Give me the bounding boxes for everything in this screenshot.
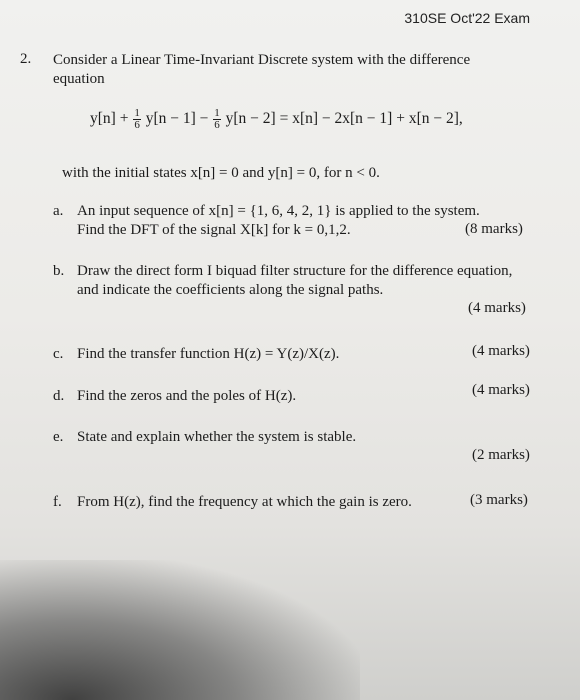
- hand-shadow: [0, 560, 360, 700]
- part-d-marks: (4 marks): [472, 382, 530, 398]
- part-c: [53, 345, 433, 365]
- difference-equation: [90, 108, 560, 131]
- part-f: [53, 493, 473, 513]
- part-c-line-1: Find the transfer function H(z) = Y(z)/X(z).: [77, 346, 340, 362]
- part-b-marks: (4 marks): [468, 300, 526, 316]
- part-a-marks: (8 marks): [465, 221, 523, 237]
- initial-states: with the initial states x[n] = 0 and y[n] = 0, for n < 0.: [62, 165, 380, 181]
- part-c-letter: c.: [53, 346, 64, 362]
- fraction-2: [213, 108, 221, 131]
- part-f-line-1: From H(z), find the frequency at which the gain is zero.: [77, 494, 412, 510]
- part-d: [53, 387, 433, 407]
- part-e-marks: (2 marks): [472, 447, 530, 463]
- exam-header: 310SE Oct'22 Exam: [404, 10, 530, 26]
- part-b-letter: b.: [53, 263, 65, 279]
- intro-line-2: equation: [53, 71, 105, 87]
- part-e-letter: e.: [53, 429, 64, 445]
- part-c-marks: (4 marks): [472, 343, 530, 359]
- part-e-line-1: State and explain whether the system is stable.: [77, 429, 357, 445]
- part-b-line-1: Draw the direct form I biquad filter structure for the difference equation,: [77, 263, 513, 279]
- fraction-1-numerator: 1: [134, 107, 140, 119]
- part-a-line-2: Find the DFT of the signal X[k] for k = 0,1,2.: [77, 222, 351, 238]
- intro-line-1: Consider a Linear Time-Invariant Discrete system with the difference: [53, 52, 471, 68]
- fraction-2-denominator: 6: [214, 119, 220, 131]
- part-d-letter: d.: [53, 388, 65, 404]
- part-a-letter: a.: [53, 203, 64, 219]
- part-e: [53, 428, 473, 448]
- fraction-1: [133, 108, 141, 131]
- part-f-letter: f.: [53, 494, 62, 510]
- part-f-marks: (3 marks): [470, 492, 528, 508]
- fraction-1-denominator: 6: [134, 119, 140, 131]
- equation-part-2: y[n − 1] −: [145, 110, 209, 128]
- equation-part-3: y[n − 2] = x[n] − 2x[n − 1] + x[n − 2],: [225, 110, 463, 128]
- equation-part-1: y[n] +: [90, 110, 129, 128]
- part-a-line-1: An input sequence of x[n] = {1, 6, 4, 2, 1} is applied to the system.: [77, 203, 480, 219]
- question-number: 2.: [20, 51, 32, 67]
- part-b: [53, 262, 563, 302]
- part-b-line-2: and indicate the coefficients along the signal paths.: [77, 282, 384, 298]
- part-d-line-1: Find the zeros and the poles of H(z).: [77, 388, 297, 404]
- fraction-2-numerator: 1: [214, 107, 220, 119]
- question-intro: [53, 51, 543, 89]
